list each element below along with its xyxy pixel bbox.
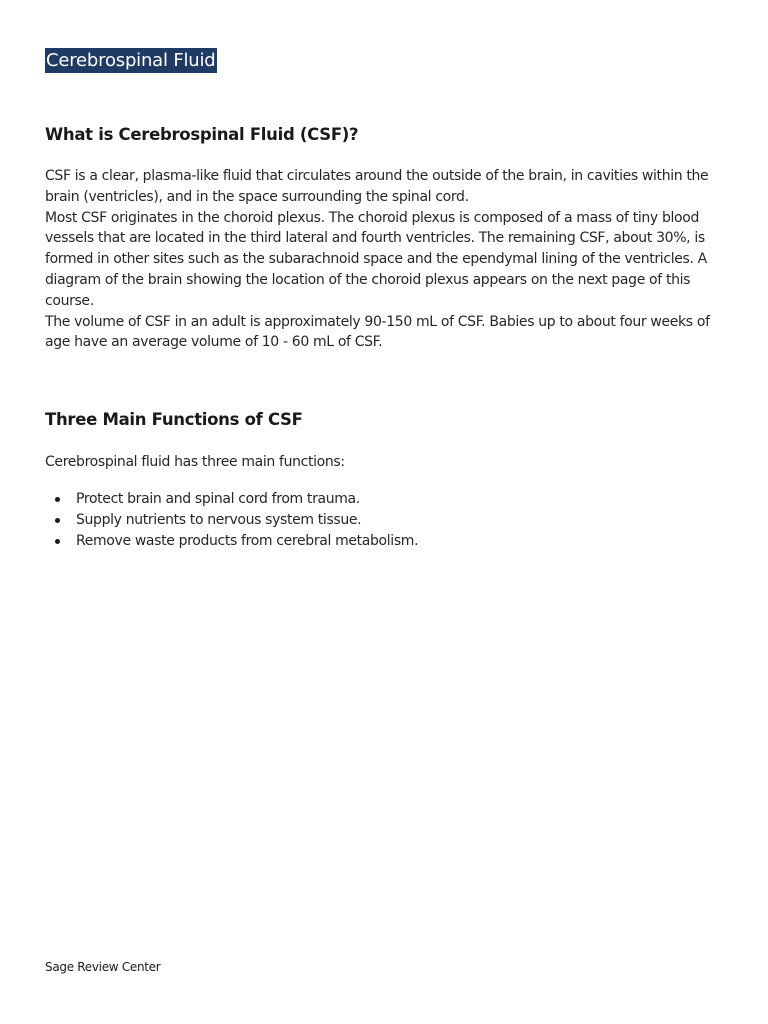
- paragraph: The volume of CSF in an adult is approximately 90-150 mL of CSF. Babies up to about four weeks of age have an average volume of 10 - 60 mL of CSF.: [45, 313, 710, 351]
- section-heading-what-is-csf: What is Cerebrospinal Fluid (CSF)?: [45, 125, 359, 144]
- list-item-text: Remove waste products from cerebral metabolism.: [76, 532, 419, 549]
- paragraph: Most CSF originates in the choroid plexus. The choroid plexus is composed of a mass of tiny blood vessels that are located in the third lateral and fourth ventricles. The remaining CSF, about 30%, is formed in other sites such as the subarachnoid space and the ependymal lining of the ventricles. A diagram of the brain showing the location of the choroid plexus appears on the next page of this course.: [45, 209, 707, 309]
- paragraph: CSF is a clear, plasma-like fluid that circulates around the outside of the brain, in cavities within the brain (ventricles), and in the space surrounding the spinal cord.: [45, 168, 709, 205]
- bullet-icon: [55, 539, 60, 544]
- list-item: [45, 531, 418, 552]
- document-title[interactable]: Cerebrospinal Fluid: [46, 50, 216, 71]
- bullet-icon: [55, 518, 60, 523]
- bullet-icon: [55, 497, 60, 502]
- list-item-text: Protect brain and spinal cord from trauma.: [76, 491, 360, 507]
- functions-list: [45, 489, 418, 551]
- paragraph: Cerebrospinal fluid has three main functions:: [45, 454, 345, 470]
- list-item-text: Supply nutrients to nervous system tissue.: [76, 511, 362, 528]
- section-heading-functions: Three Main Functions of CSF: [45, 410, 303, 429]
- list-item: [45, 489, 418, 510]
- list-item: [45, 510, 418, 531]
- section-what-is-csf-body: [45, 166, 715, 353]
- functions-intro-paragraph: [45, 452, 715, 473]
- page-footer: Sage Review Center: [45, 960, 161, 974]
